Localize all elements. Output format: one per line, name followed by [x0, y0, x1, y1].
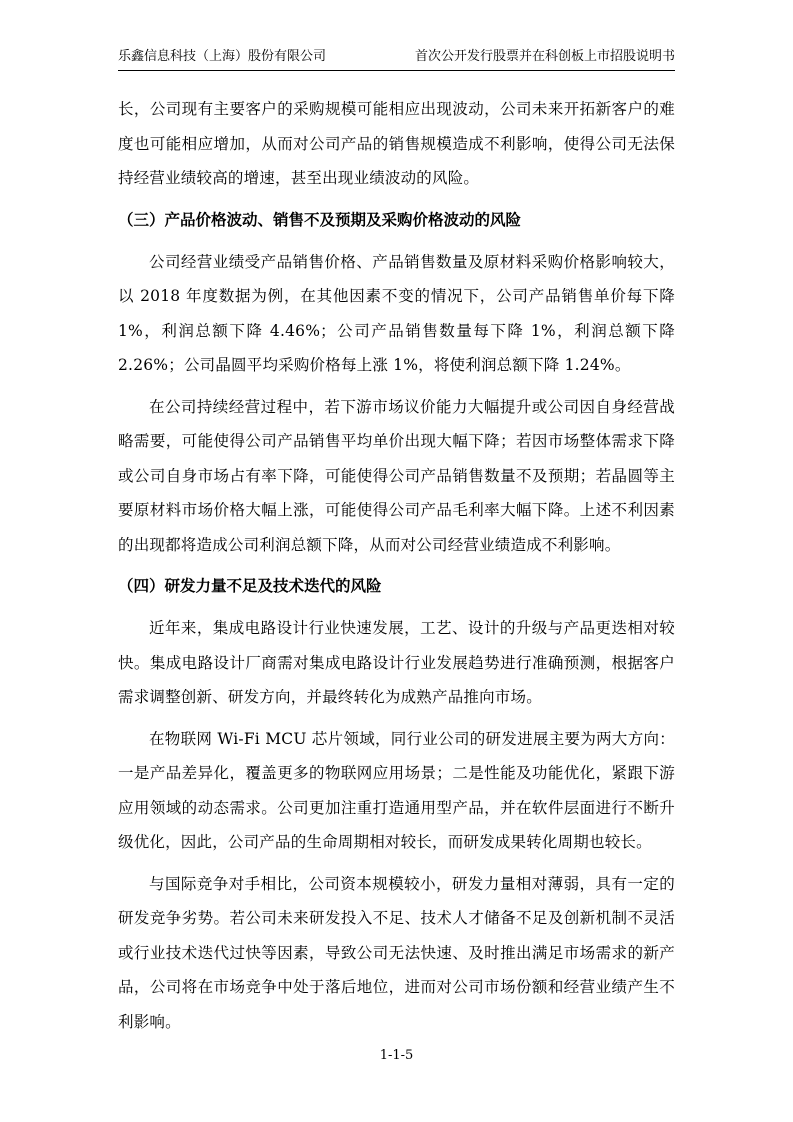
header-divider — [118, 70, 675, 71]
header-document-title: 首次公开发行股票并在科创板上市招股说明书 — [414, 49, 675, 64]
section-4-paragraph-3: 与国际竞争对手相比，公司资本规模较小，研发力量相对薄弱，具有一定的研发竞争劣势。若公司未来研发投入不足、技术人才储备不足及创新机制不灵活或行业技术迭代过快等因素，导致公司无法快速、及时推出满足市场需求的新产品，公司将在市场竞争中处于落后地位，进而对公司市场份额和经营业绩产生不利影响。 — [118, 874, 675, 1031]
section-4-heading: （四）研发力量不足及技术迭代的风险 — [118, 577, 382, 595]
page-content — [118, 92, 675, 1046]
section-4-paragraph-1: 近年来，集成电路设计行业快速发展，工艺、设计的升级与产品更迭相对较快。集成电路设计厂商需对集成电路设计行业发展趋势进行准确预测，根据客户需求调整创新、研发方向，并最终转化为成熟产品推向市场。 — [118, 619, 675, 706]
section-3-paragraph-2: 在公司持续经营过程中，若下游市场议价能力大幅提升或公司因自身经营战略需要，可能使得公司产品销售平均单价出现大幅下降；若因市场整体需求下降或公司自身市场占有率下降，可能使得公司产品销售数量不及预期；若晶圆等主要原材料市场价格大幅上涨，可能使得公司产品毛利率大幅下降。上述不利因素的出现都将造成公司利润总额下降，从而对公司经营业绩造成不利影响。 — [118, 397, 675, 554]
page-number: 1-1-5 — [379, 1048, 414, 1063]
intro-paragraph: 长，公司现有主要客户的采购规模可能相应出现波动，公司未来开拓新客户的难度也可能相应增加，从而对公司产品的销售规模造成不利影响，使得公司无法保持经营业绩较高的增速，甚至出现业绩波动的风险。 — [118, 100, 675, 187]
section-3-heading: （三）产品价格波动、销售不及预期及采购价格波动的风险 — [118, 210, 522, 229]
section-4-paragraph-2: 在物联网 Wi-Fi MCU 芯片领域，同行业公司的研发进展主要为两大方向：一是产品差异化，覆盖更多的物联网应用场景；二是性能及功能优化，紧跟下游应用领域的动态需求。公司更加注重打造通用型产品，并在软件层面进行不断升级优化，因此，公司产品的生命周期相对较长，而研发成果转化周期也较长。 — [118, 729, 675, 851]
section-3-paragraph-1: 公司经营业绩受产品销售价格、产品销售数量及原材料采购价格影响较大，以 2018 年度数据为例，在其他因素不变的情况下，公司产品销售单价每下降 1%，利润总额下降 4.46%；公司产品销售数量每下降 1%，利润总额下降 2.26%；公司晶圆平均采购价格每上涨 1%，将使利润总额下降 1.24%。 — [118, 252, 675, 374]
header-company-name: 乐鑫信息科技（上海）股份有限公司 — [118, 49, 327, 64]
